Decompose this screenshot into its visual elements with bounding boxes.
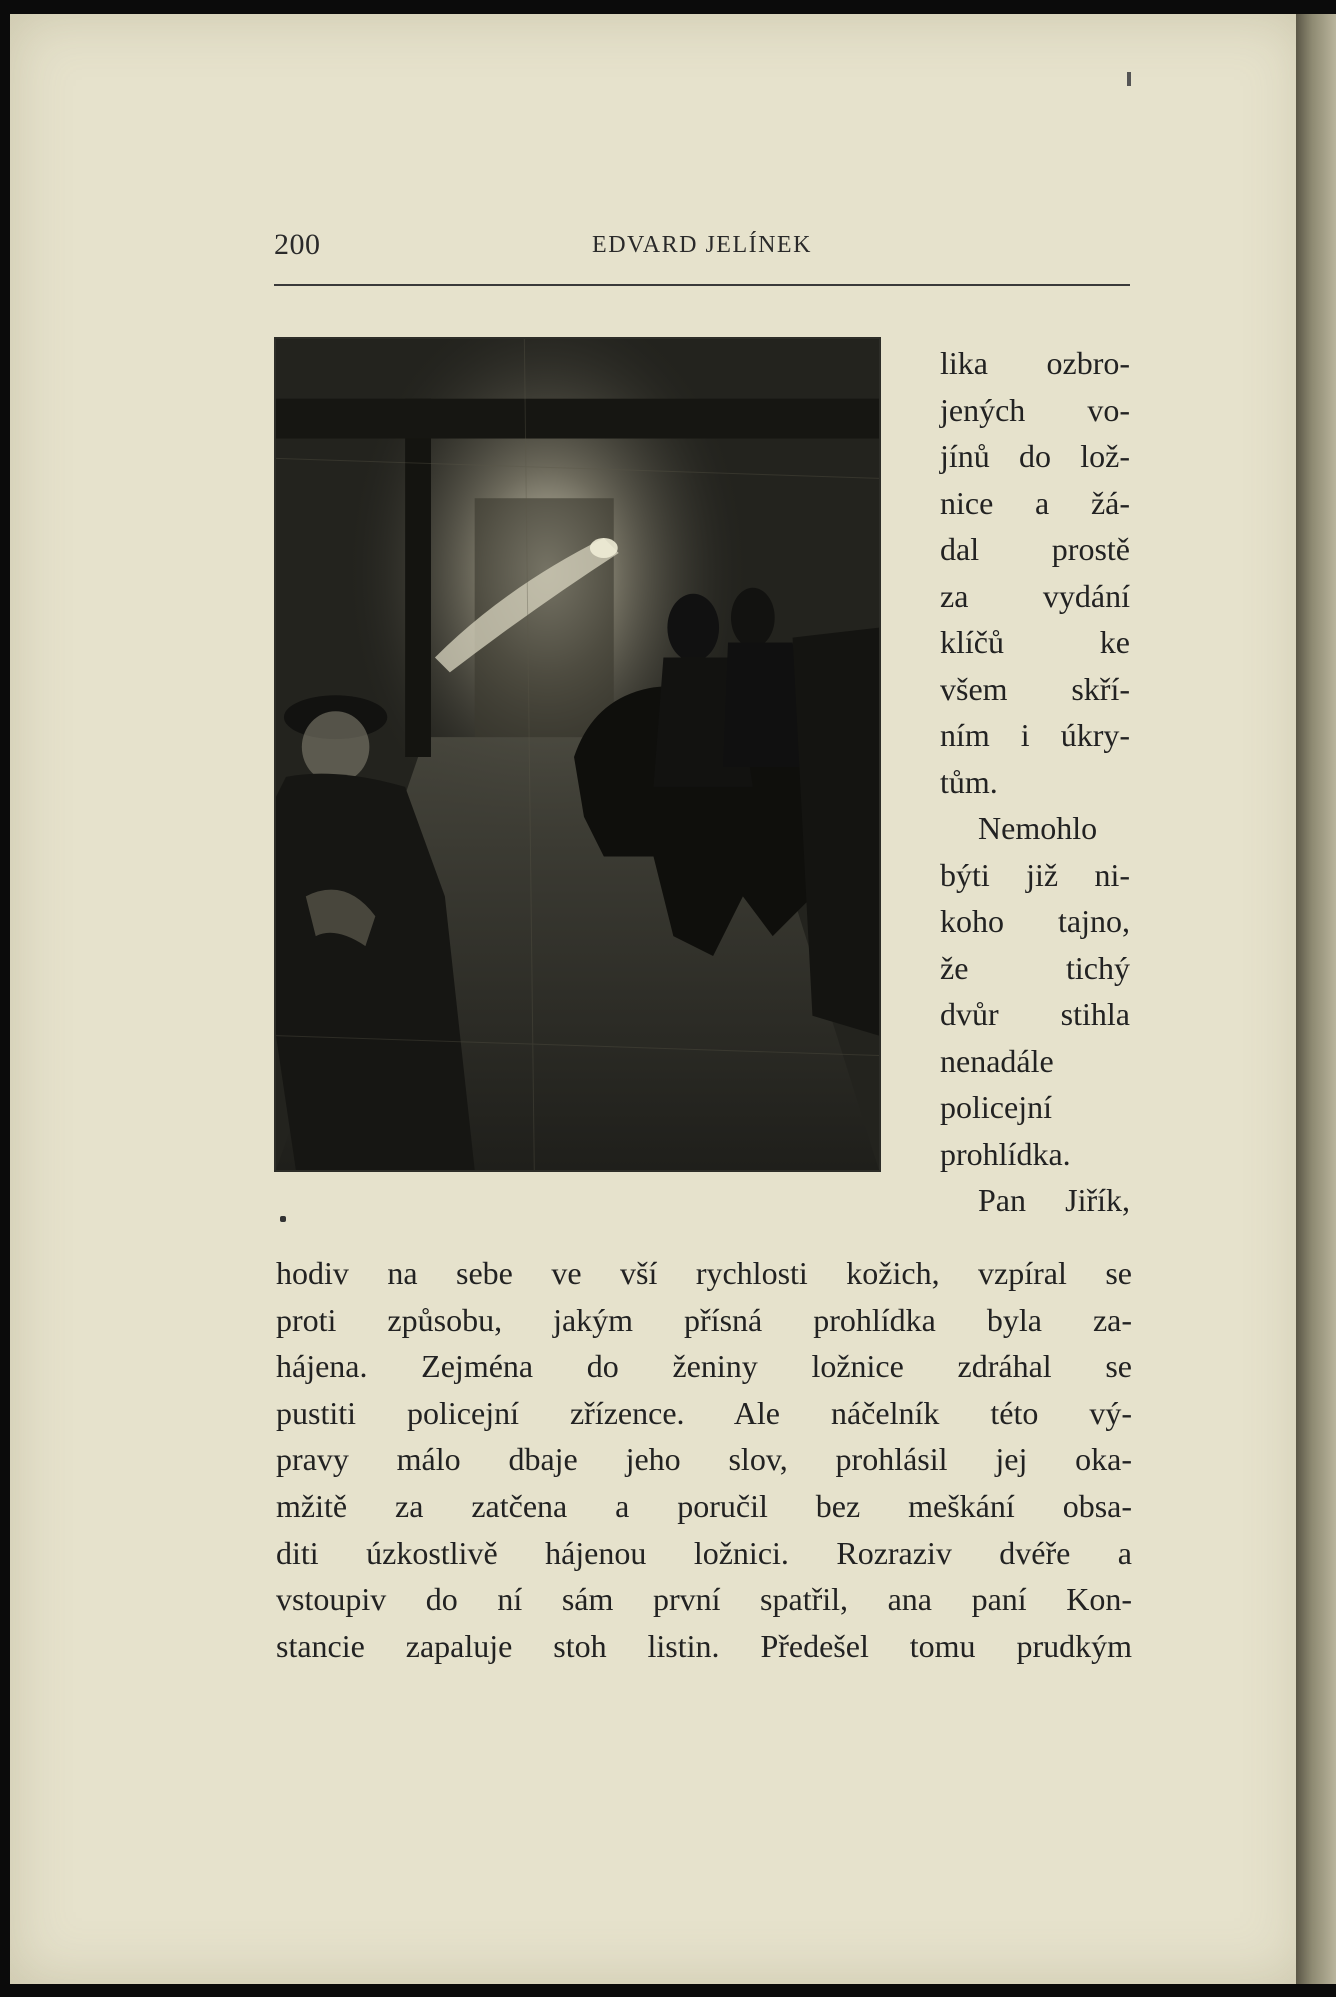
book-gutter <box>1296 14 1336 1984</box>
text-line: pustiti policejní zřízence. Ale náčelník této vý- <box>276 1394 1132 1431</box>
text-line: Nemohlo <box>978 810 1098 846</box>
text-line: tům. <box>940 763 998 800</box>
text-line: policejní <box>940 1089 1052 1125</box>
text-line: nenadále <box>940 1042 1054 1079</box>
side-text-column <box>940 340 1130 1224</box>
text-line: lika ozbro- <box>940 345 1130 381</box>
header-rule <box>274 284 1130 286</box>
text-line: všem skří- <box>940 670 1130 707</box>
text-line: Pan Jiřík, <box>978 1182 1130 1218</box>
text-line: jínů do lož- <box>940 438 1130 474</box>
text-line: vstoupiv do ní sám první spatřil, ana paní Kon- <box>276 1581 1132 1618</box>
text-line: proti způsobu, jakým přísná prohlídka byla za- <box>276 1301 1132 1338</box>
text-line: stancie zapaluje stoh listin. Předešel tomu prudkým <box>276 1627 1132 1664</box>
text-line: že tichý <box>940 949 1130 986</box>
text-line: dal prostě <box>940 531 1130 567</box>
page-number: 200 <box>274 228 321 261</box>
text-line: pravy málo dbaje jeho slov, prohlásil jej oka- <box>276 1441 1132 1478</box>
text-line: jených vo- <box>940 391 1130 428</box>
full-text-column <box>276 1250 1132 1669</box>
text-line: klíčů ke <box>940 624 1130 660</box>
text-line: ním i úkry- <box>940 717 1130 753</box>
text-line: dvůr stihla <box>940 996 1130 1032</box>
text-line: za vydání <box>940 577 1130 614</box>
text-line: mžitě za zatčena a poručil bez meškání obsa- <box>276 1487 1132 1524</box>
text-line: diti úzkostlivě hájenou ložnici. Rozraziv dvéře a <box>276 1534 1132 1571</box>
text-line: hodiv na sebe ve vší rychlosti kožich, vzpíral se <box>276 1255 1132 1291</box>
text-line: prohlídka. <box>940 1135 1071 1172</box>
engraving-illustration <box>274 337 881 1172</box>
text-line: hájena. Zejména do ženiny ložnice zdráhal se <box>276 1348 1132 1385</box>
text-line: koho tajno, <box>940 903 1130 939</box>
engraving-illustration-icon <box>276 339 879 1170</box>
text-line: býti již ni- <box>940 856 1130 893</box>
page-header <box>274 228 1130 268</box>
page-speck <box>1127 72 1131 86</box>
running-head: EDVARD JELÍNEK <box>592 232 812 258</box>
text-line: nice a žá- <box>940 484 1130 521</box>
print-speck <box>280 1216 286 1222</box>
